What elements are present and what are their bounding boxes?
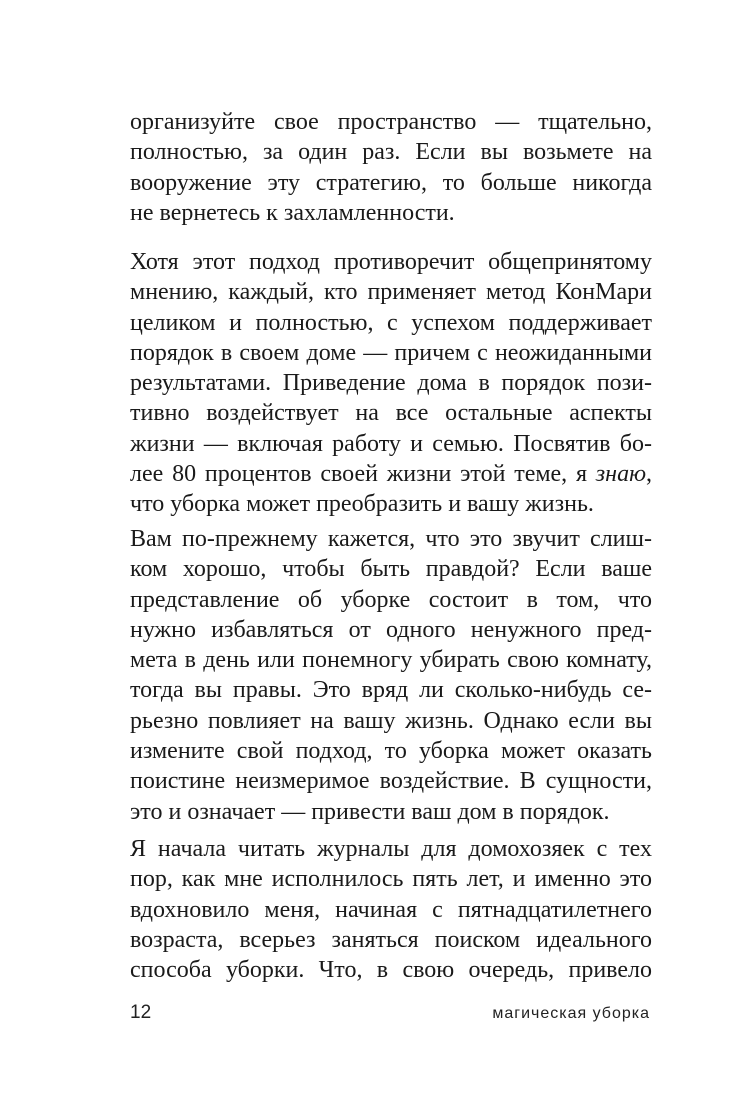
paragraph-4	[130, 834, 652, 985]
text-line: организуйте свое пространство — тщательно,	[130, 109, 652, 135]
text-line: представление об уборке состоит в том, что	[130, 586, 652, 613]
text-line: измените свой подход, то уборка может оказать	[130, 738, 652, 765]
text-line: возраста, всерьез заняться поиском идеального	[130, 926, 652, 953]
paragraph-1	[130, 107, 652, 228]
text-line: тивно воздействует на все остальные аспекты	[130, 400, 652, 427]
text-line-with-emphasis	[130, 459, 652, 489]
running-title: магическая уборка	[492, 1005, 650, 1022]
text-line: мета в день или понемногу убирать свою комнату,	[130, 647, 652, 674]
text-line: порядок в своем доме — причем с неожиданными	[130, 339, 652, 366]
text-line: Вам по-прежнему кажется, что это звучит слиш-	[130, 526, 652, 552]
text-line: Хотя этот подход противоречит общепринятому	[130, 249, 652, 275]
text-segment: лее 80 процентов своей жизни этой теме, я	[130, 461, 596, 488]
text-line: результатами. Приведение дома в порядок пози-	[130, 370, 652, 397]
text-line: вооружение эту стратегию, то больше никогда	[130, 169, 652, 196]
text-line: жизни — включая работу и семью. Посвятив бо-	[130, 430, 652, 457]
text-segment: ,	[646, 461, 652, 488]
text-line: это и означает — привести ваш дом в порядок.	[130, 798, 610, 825]
paragraph-3	[130, 524, 652, 827]
text-line: вдохновило меня, начиная с пятнадцатилетнего	[130, 896, 652, 923]
text-line: полностью, за один раз. Если вы возьмете на	[130, 139, 652, 166]
text-line: что уборка может преобразить и вашу жизнь.	[130, 491, 594, 518]
text-line: не вернетесь к захламленности.	[130, 199, 455, 226]
text-line: Я начала читать журналы для домохозяек с тех	[130, 836, 652, 862]
text-line: мнению, каждый, кто применяет метод КонМари	[130, 279, 652, 306]
page-number: 12	[130, 1002, 152, 1023]
text-line: нужно избавляться от одного ненужного пред-	[130, 616, 652, 643]
paragraph-2	[130, 247, 652, 520]
text-line: поистине неизмеримое воздействие. В сущности,	[130, 768, 652, 795]
text-line: тогда вы правы. Это вряд ли сколько-нибудь се-	[130, 677, 652, 704]
text-line: способа уборки. Что, в свою очередь, привело	[130, 957, 652, 984]
text-line: ком хорошо, чтобы быть правдой? Если ваше	[130, 556, 652, 583]
text-line: рьезно повлияет на вашу жизнь. Однако если вы	[130, 707, 652, 734]
text-line: пор, как мне исполнилось пять лет, и именно это	[130, 866, 652, 893]
text-line: целиком и полностью, с успехом поддерживает	[130, 309, 652, 336]
emphasized-word: знаю	[595, 461, 646, 488]
